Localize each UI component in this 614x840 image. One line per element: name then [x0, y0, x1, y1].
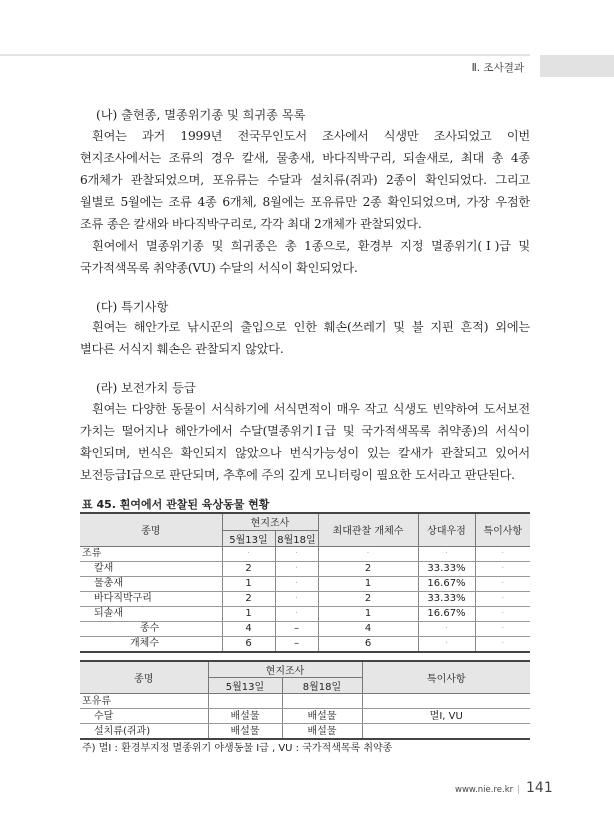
value-cell: ·	[418, 636, 475, 652]
table-row	[80, 561, 530, 576]
value-cell: 2	[318, 591, 418, 606]
value-cell: 1	[222, 606, 275, 621]
subsection-heading: (라) 보전가치 등급	[96, 381, 196, 395]
value-cell: 멸Ⅰ, VU	[362, 709, 530, 724]
value-cell: 2	[222, 591, 275, 606]
header-rule	[0, 54, 530, 56]
value-cell: ·	[275, 591, 318, 606]
paragraph-line: 별다른 서식지 훼손은 관찰되지 않았다.	[80, 342, 284, 356]
col-survey: 현지조사	[222, 513, 318, 530]
paragraph-line: 보전등급Ⅰ급으로 판단되며, 추후에 주의 깊게 모니터링이 필요한 도서라고 판단된다.	[80, 468, 515, 482]
value-cell: 2	[318, 561, 418, 576]
species-cell: 개체수	[80, 636, 222, 652]
table-row	[80, 636, 530, 652]
species-cell: 종수	[80, 621, 222, 636]
value-cell: 배설물	[208, 724, 282, 740]
value-cell: ·	[275, 606, 318, 621]
value-cell: –	[275, 621, 318, 636]
value-cell: 33.33%	[418, 561, 475, 576]
value-cell: ·	[475, 591, 530, 606]
table-birds	[80, 512, 530, 653]
value-cell	[208, 694, 282, 709]
paragraph-line: 흰여는 과거 1999년 전국무인도서 조사에서 식생만 조사되었고 이번	[92, 129, 530, 143]
value-cell: 1	[318, 576, 418, 591]
subsection-heading: (다) 특기사항	[96, 300, 169, 314]
table-row	[80, 621, 530, 636]
header-tab	[540, 55, 614, 77]
table-row	[80, 606, 530, 621]
col-species: 종명	[80, 513, 222, 546]
value-cell: 배설물	[282, 724, 362, 740]
table-note: 주) 멸Ⅰ : 환경부지정 멸종위기 야생동물 Ⅰ급 , VU : 국가적색목록 취약종	[82, 743, 393, 754]
paragraph-line: 가치는 떨어지나 해안가에서 수달(멸종위기Ⅰ급 및 국가적색목록 취약종)의 서식이	[80, 424, 530, 438]
value-cell: 1	[318, 606, 418, 621]
col-aug: 8월18일	[282, 678, 362, 694]
footer-site: www.nie.re.kr	[455, 785, 514, 795]
paragraph-line: 조류 종은 칼새와 바다직박구리로, 각각 최대 2개체가 관찰되었다.	[80, 217, 422, 231]
value-cell: 33.33%	[418, 591, 475, 606]
value-cell: ·	[222, 546, 275, 561]
paragraph-line: 흰여는 다양한 동물이 서식하기에 서식면적이 매우 작고 식생도 빈약하여 도서보전	[92, 402, 530, 416]
paragraph-line: 6개체가 관찰되었으며, 포유류는 수달과 설치류(쥐과) 2종이 확인되었다. 그리고	[80, 173, 530, 187]
footer	[455, 780, 553, 796]
value-cell: 16.67%	[418, 576, 475, 591]
col-remarks: 특이사항	[362, 661, 530, 694]
table-row	[80, 591, 530, 606]
value-cell: ·	[275, 576, 318, 591]
value-cell: ·	[475, 561, 530, 576]
paragraph-line: 월별로 5월에는 조류 4종 6개체, 8월에는 포유류만 2종 확인되었으며, 가장 우점한	[80, 195, 530, 209]
value-cell: ·	[475, 621, 530, 636]
col-survey: 현지조사	[208, 661, 362, 678]
table-mammals	[80, 660, 530, 740]
col-remarks: 특이사항	[475, 513, 530, 546]
page-number: 141	[526, 780, 553, 796]
value-cell: ·	[475, 546, 530, 561]
value-cell: 4	[222, 621, 275, 636]
value-cell	[362, 694, 530, 709]
col-dominance: 상대우점	[418, 513, 475, 546]
value-cell: ·	[275, 561, 318, 576]
value-cell: 1	[222, 576, 275, 591]
value-cell: 4	[318, 621, 418, 636]
col-max: 최대관찰 개체수	[318, 513, 418, 546]
col-aug: 8월18일	[275, 530, 318, 546]
value-cell: 2	[222, 561, 275, 576]
paragraph-line: 흰여에서 멸종위기종 및 희귀종은 총 1종으로, 환경부 지정 멸종위기(Ⅰ)급 및	[92, 239, 530, 253]
value-cell: ·	[418, 621, 475, 636]
species-cell: 설치류(쥐과)	[80, 724, 208, 740]
species-cell: 물총새	[80, 576, 222, 591]
table-row	[80, 694, 530, 709]
value-cell: 6	[318, 636, 418, 652]
paragraph-line: 흰여는 해안가로 낚시꾼의 출입으로 인한 훼손(쓰레기 및 불 지핀 흔적) 외에는	[92, 320, 530, 334]
species-cell: 수달	[80, 709, 208, 724]
value-cell: ·	[475, 606, 530, 621]
species-cell: 바다직박구리	[80, 591, 222, 606]
value-cell: ·	[318, 546, 418, 561]
value-cell: –	[275, 636, 318, 652]
value-cell: ·	[275, 546, 318, 561]
species-cell: 포유류	[80, 694, 208, 709]
table-row	[80, 724, 530, 740]
col-may: 5월13일	[222, 530, 275, 546]
table-title: 표 45. 흰여에서 관찰된 육상동물 현황	[82, 498, 270, 511]
value-cell: ·	[418, 546, 475, 561]
value-cell: 배설물	[282, 709, 362, 724]
table-row	[80, 546, 530, 561]
value-cell: 6	[222, 636, 275, 652]
value-cell: 16.67%	[418, 606, 475, 621]
col-may: 5월13일	[208, 678, 282, 694]
table-row	[80, 709, 530, 724]
species-cell: 조류	[80, 546, 222, 561]
paragraph-line: 현지조사에서는 조류의 경우 칼새, 물총새, 바다직박구리, 되솔새로, 최대 총 4종	[80, 151, 530, 165]
species-cell: 되솔새	[80, 606, 222, 621]
section-title: Ⅱ. 조사결과	[471, 62, 524, 74]
value-cell: ·	[475, 576, 530, 591]
subsection-heading: (나) 출현종, 멸종위기종 및 희귀종 목록	[96, 108, 306, 122]
value-cell	[362, 724, 530, 740]
table-row	[80, 576, 530, 591]
value-cell: 배설물	[208, 709, 282, 724]
value-cell	[282, 694, 362, 709]
value-cell: ·	[475, 636, 530, 652]
col-species: 종명	[80, 661, 208, 694]
paragraph-line: 국가적색목록 취약종(VU) 수달의 서식이 확인되었다.	[80, 261, 358, 275]
footer-separator: |	[517, 785, 520, 795]
paragraph-line: 확인되며, 번식은 확인되지 않았으나 번식가능성이 있는 칼새가 관찰되고 있어서	[80, 446, 530, 460]
species-cell: 칼새	[80, 561, 222, 576]
